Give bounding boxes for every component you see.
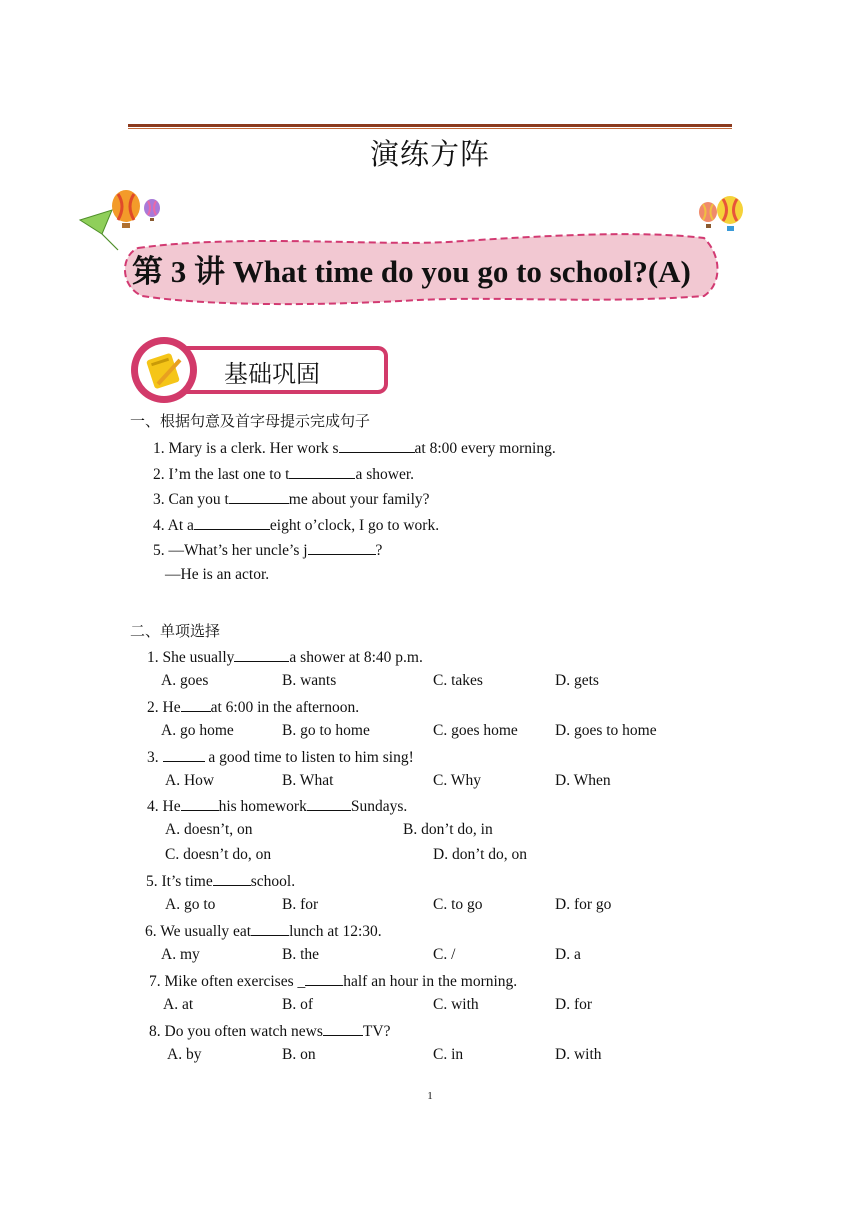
header-rule-thin <box>128 128 732 129</box>
s2-q8-text-a: 8. Do you often watch news <box>149 1023 323 1040</box>
s2-q4-text-b: his homework <box>218 798 307 815</box>
s1-q4-text-b: eight o’clock, I go to work. <box>269 517 440 534</box>
s2-q3-option-b[interactable]: B. What <box>282 772 334 789</box>
s1-q4-text-a: 4. At a <box>153 517 194 534</box>
s1-q5-text-a: 5. —What’s her uncle’s j <box>153 542 308 559</box>
s2-question-6 <box>145 921 382 941</box>
s2-q5-option-a[interactable]: A. go to <box>165 896 216 913</box>
s2-q5-text-b: school. <box>250 873 296 890</box>
s2-q3-option-c[interactable]: C. Why <box>433 772 481 789</box>
s2-q2-option-c[interactable]: C. goes home <box>433 722 518 739</box>
s2-q5-option-b[interactable]: B. for <box>282 896 319 913</box>
section2-heading: 二、单项选择 <box>130 622 221 640</box>
s2-q1-option-d[interactable]: D. gets <box>555 672 599 689</box>
s2-q4-option-c[interactable]: C. doesn’t do, on <box>165 846 272 863</box>
s2-q4-option-b[interactable]: B. don’t do, in <box>403 821 493 838</box>
s2-q2-option-b[interactable]: B. go to home <box>282 722 370 739</box>
s2-q8-option-c[interactable]: C. in <box>433 1046 464 1063</box>
s2-q5-text-a: 5. It’s time <box>146 873 213 890</box>
s2-q2-option-d[interactable]: D. goes to home <box>555 722 657 739</box>
s2-q8-option-b[interactable]: B. on <box>282 1046 316 1063</box>
s2-q3-option-d[interactable]: D. When <box>555 772 611 789</box>
s2-q6-text-b: lunch at 12:30. <box>289 923 382 940</box>
lesson-title: 第 3 讲 What time do you go to school?(A) <box>132 254 691 289</box>
s2-q5-option-c[interactable]: C. to go <box>433 896 483 913</box>
page-number: 1 <box>427 1090 433 1102</box>
s1-q3-text-a: 3. Can you t <box>153 491 229 508</box>
s2-q7-option-d[interactable]: D. for <box>555 996 593 1013</box>
s2-q6-option-c[interactable]: C. / <box>433 946 456 963</box>
s2-q2-blank[interactable] <box>181 697 211 712</box>
s2-q7-option-c[interactable]: C. with <box>433 996 479 1013</box>
s2-q4-text-a: 4. He <box>147 798 181 815</box>
s2-q4-option-d[interactable]: D. don’t do, on <box>433 846 528 863</box>
s2-question-7 <box>149 971 517 991</box>
s1-q5-blank[interactable] <box>308 540 376 555</box>
s1-q2-text-b: a shower. <box>355 466 415 483</box>
section1-heading: 一、根据句意及首字母提示完成句子 <box>130 412 371 430</box>
s1-q2-text-a: 2. I’m the last one to t <box>153 466 290 483</box>
s2-q2-text-b: at 6:00 in the afternoon. <box>210 699 360 716</box>
s1-question-4 <box>153 515 439 535</box>
s2-q3-blank[interactable] <box>163 747 205 762</box>
header-rule <box>128 124 732 127</box>
s2-q8-option-a[interactable]: A. by <box>167 1046 202 1063</box>
s1-q3-text-b: me about your family? <box>288 491 430 508</box>
s1-question-5 <box>153 540 382 560</box>
s2-q8-blank[interactable] <box>323 1021 363 1036</box>
s1-q3-blank[interactable] <box>229 489 289 504</box>
s2-q5-option-d[interactable]: D. for go <box>555 896 612 913</box>
s2-q1-blank[interactable] <box>234 647 289 662</box>
s2-q1-text-a: 1. She usually <box>147 649 235 666</box>
s2-q2-text-a: 2. He <box>147 699 181 716</box>
s1-question-1 <box>153 438 556 458</box>
s2-q6-option-a[interactable]: A. my <box>161 946 200 963</box>
s2-q6-option-d[interactable]: D. a <box>555 946 581 963</box>
s2-q4-blank-2[interactable] <box>307 796 351 811</box>
s2-question-5 <box>146 871 295 891</box>
s2-q7-option-a[interactable]: A. at <box>163 996 194 1013</box>
s2-question-1 <box>147 647 423 667</box>
s1-question-3 <box>153 489 430 509</box>
s1-q1-text-b: at 8:00 every morning. <box>414 440 556 457</box>
s2-q8-option-d[interactable]: D. with <box>555 1046 602 1063</box>
s2-q7-option-b[interactable]: B. of <box>282 996 313 1013</box>
s2-q3-option-a[interactable]: A. How <box>165 772 215 789</box>
page-header-title: 演练方阵 <box>369 137 490 171</box>
section-badge-label: 基础巩固 <box>224 360 320 388</box>
s2-q7-blank[interactable] <box>305 971 343 986</box>
s2-q6-text-a: 6. We usually eat <box>145 923 252 940</box>
s2-question-8 <box>149 1021 390 1041</box>
s2-q7-text-b: half an hour in the morning. <box>343 973 518 990</box>
s1-q1-blank[interactable] <box>339 438 415 453</box>
s2-q4-text-c: Sundays. <box>350 798 408 815</box>
s1-question-2 <box>153 464 414 484</box>
s2-q5-blank[interactable] <box>213 871 251 886</box>
s2-question-4 <box>147 796 407 816</box>
s1-q5-answer-line: —He is an actor. <box>165 566 270 583</box>
s2-q6-blank[interactable] <box>251 921 289 936</box>
s2-question-3 <box>147 747 414 767</box>
s2-q2-option-a[interactable]: A. go home <box>161 722 234 739</box>
s2-q1-option-b[interactable]: B. wants <box>282 672 337 689</box>
s2-q8-text-b: TV? <box>362 1023 391 1040</box>
s2-q4-option-a[interactable]: A. doesn’t, on <box>165 821 253 838</box>
s1-q5-text-b: ? <box>375 542 383 559</box>
s2-q1-option-a[interactable]: A. goes <box>161 672 209 689</box>
s2-question-2 <box>147 697 359 717</box>
s2-q1-option-c[interactable]: C. takes <box>433 672 483 689</box>
s2-q3-text-a: 3. <box>147 749 159 766</box>
s2-q1-text-b: a shower at 8:40 p.m. <box>289 649 423 666</box>
s2-q4-blank-1[interactable] <box>181 796 219 811</box>
s2-q3-text-b: a good time to listen to him sing! <box>208 749 414 766</box>
s1-q1-text-a: 1. Mary is a clerk. Her work s <box>153 440 339 457</box>
s2-q6-option-b[interactable]: B. the <box>282 946 320 963</box>
s2-q7-text-a: 7. Mike often exercises _ <box>149 973 306 990</box>
s1-q4-blank[interactable] <box>194 515 270 530</box>
s1-q2-blank[interactable] <box>289 464 355 479</box>
